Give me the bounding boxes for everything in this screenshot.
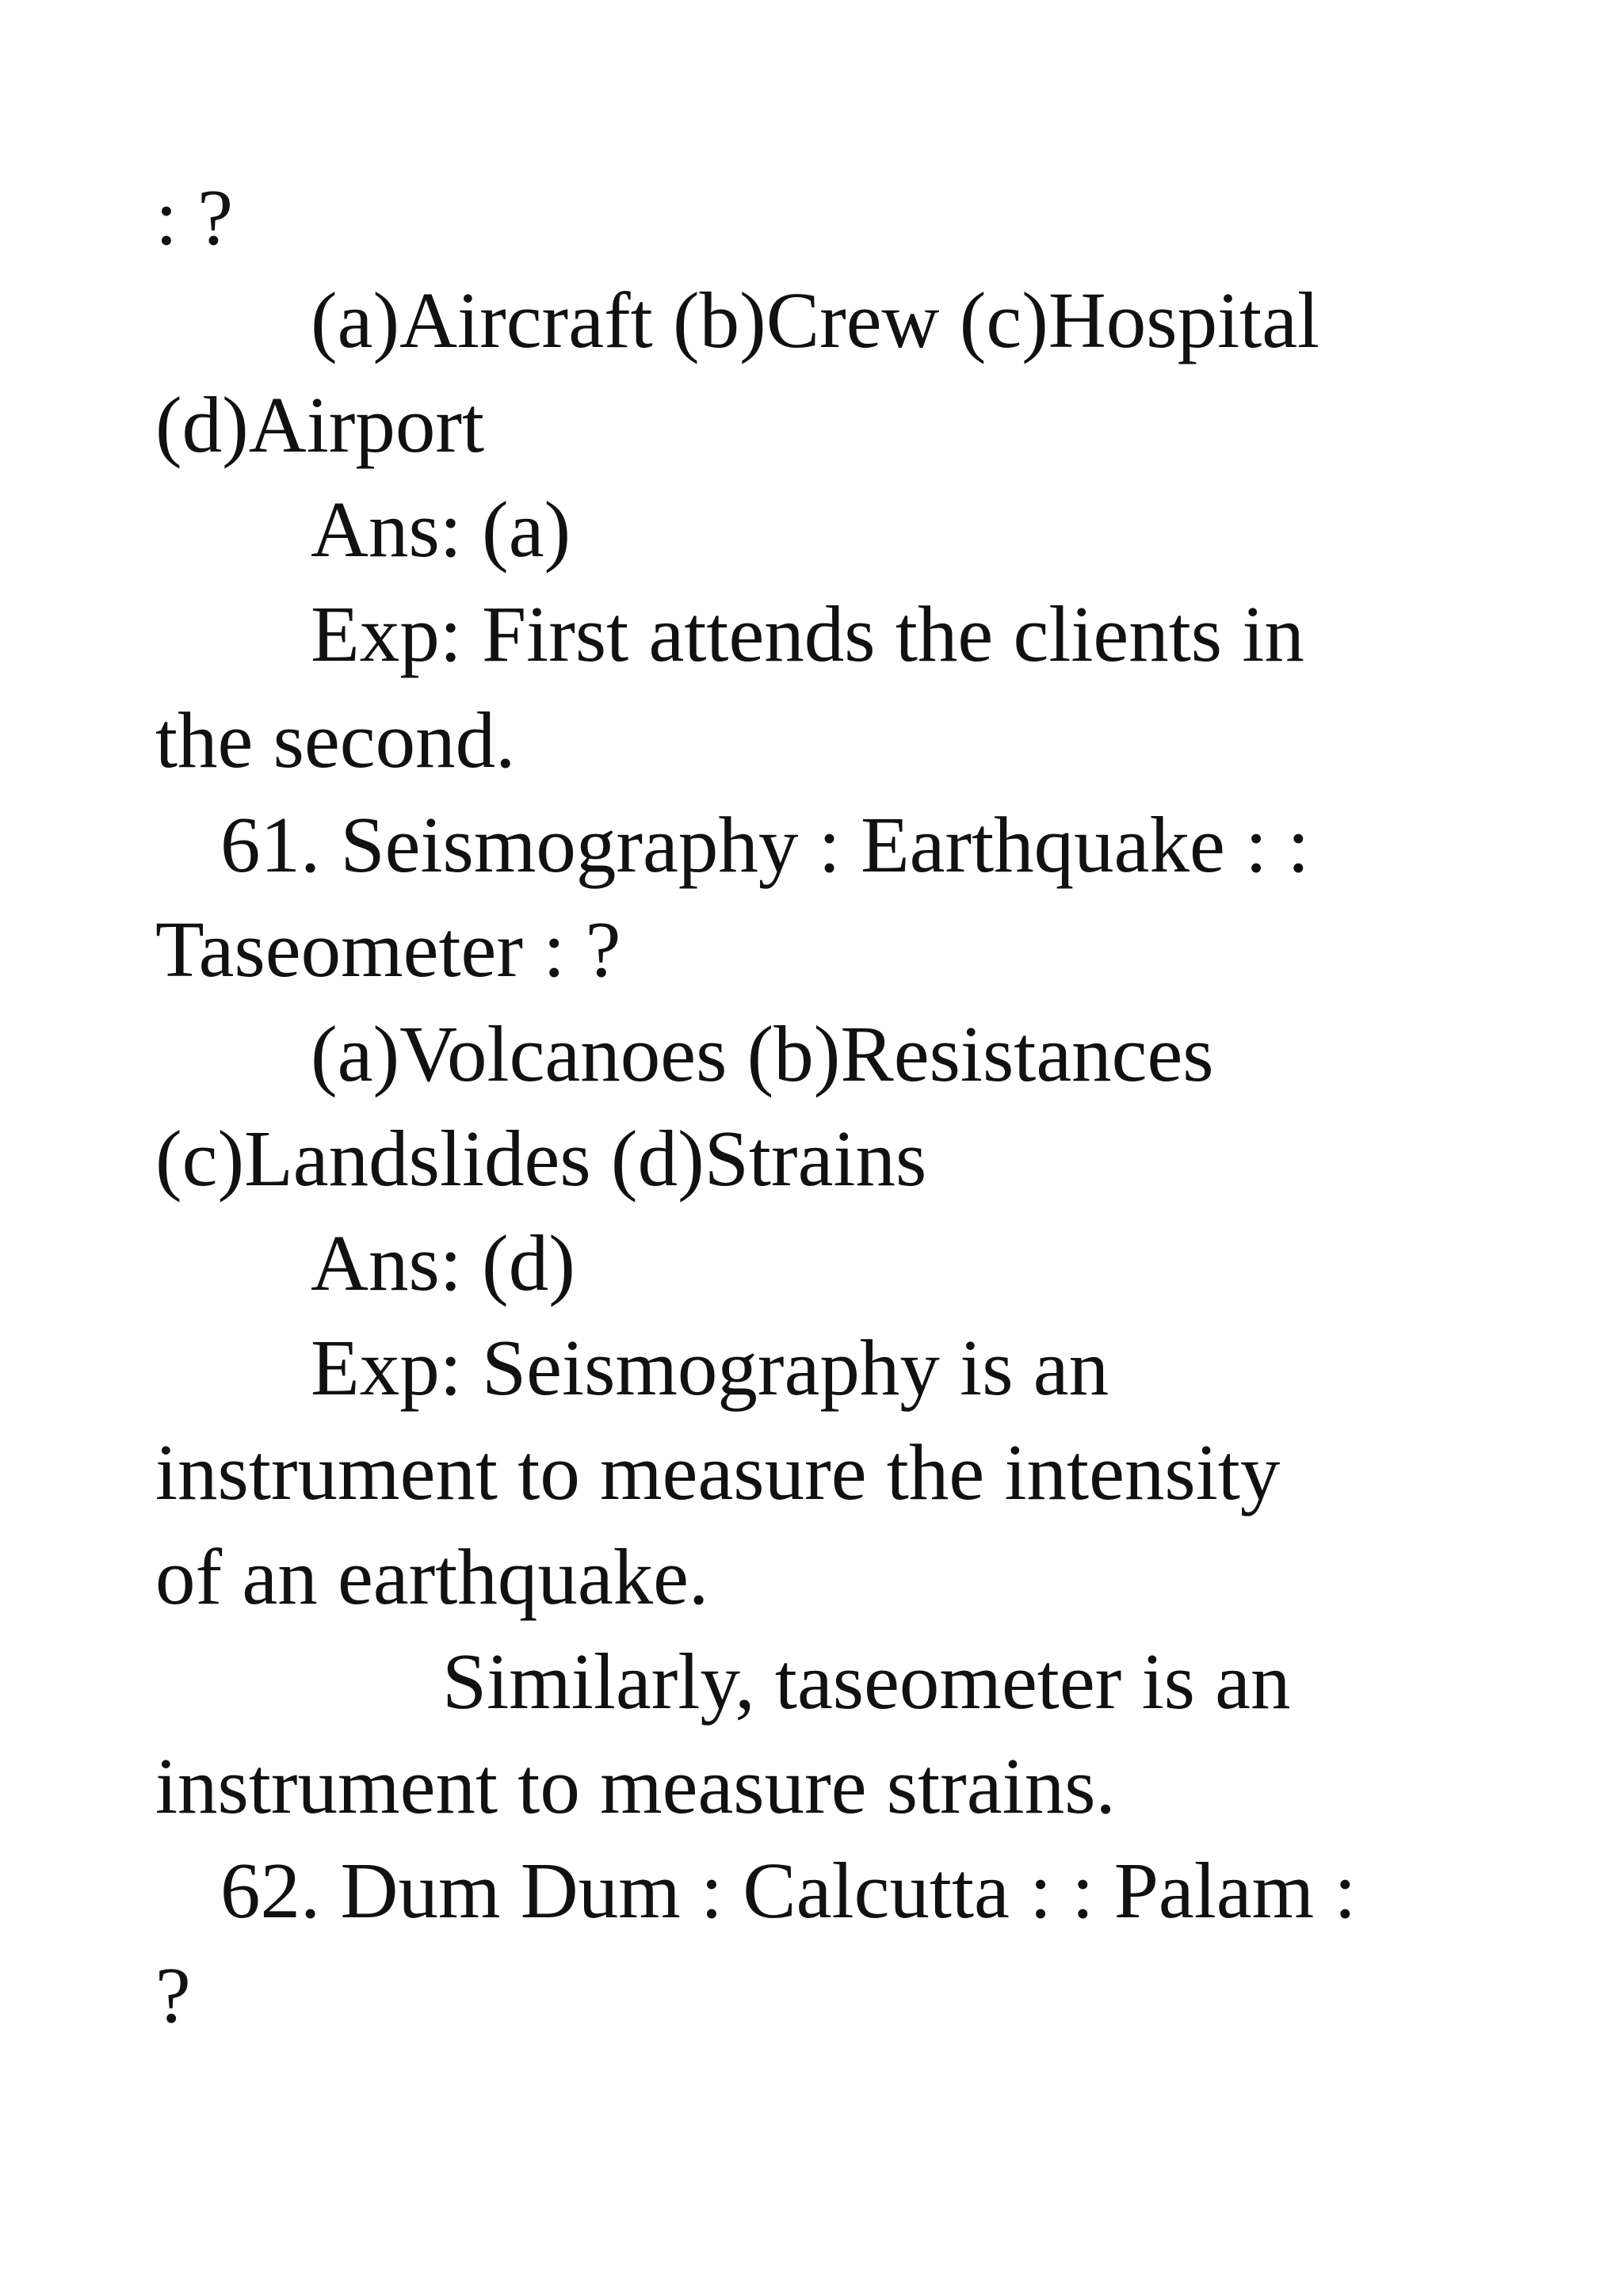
- text-line: (a)Volcanoes (b)Resistances: [311, 1009, 1214, 1098]
- text-line: Ans: (d): [311, 1219, 575, 1307]
- text-line: the second.: [155, 696, 516, 784]
- text-line: 62. Dum Dum : Calcutta : : Palam :: [220, 1846, 1357, 1935]
- text-line: (a)Aircraft (b)Crew (c)Hospital: [311, 276, 1320, 364]
- text-line: : ?: [155, 173, 234, 261]
- text-line: 61. Seismography : Earthquake : :: [220, 800, 1310, 889]
- text-line: (c)Landslides (d)Strains: [155, 1114, 927, 1203]
- text-line: ?: [155, 1951, 191, 2039]
- text-line: Exp: First attends the clients in: [311, 589, 1304, 678]
- text-line: Similarly, taseometer is an: [442, 1637, 1291, 1726]
- text-line: Exp: Seismography is an: [311, 1323, 1109, 1412]
- text-line: Taseometer : ?: [155, 905, 621, 994]
- text-line: of an earthquake.: [155, 1532, 709, 1621]
- text-line: (d)Airport: [155, 380, 485, 469]
- text-line: instrument to measure the intensity: [155, 1428, 1281, 1516]
- text-line: instrument to measure strains.: [155, 1741, 1116, 1830]
- text-line: Ans: (a): [311, 485, 571, 574]
